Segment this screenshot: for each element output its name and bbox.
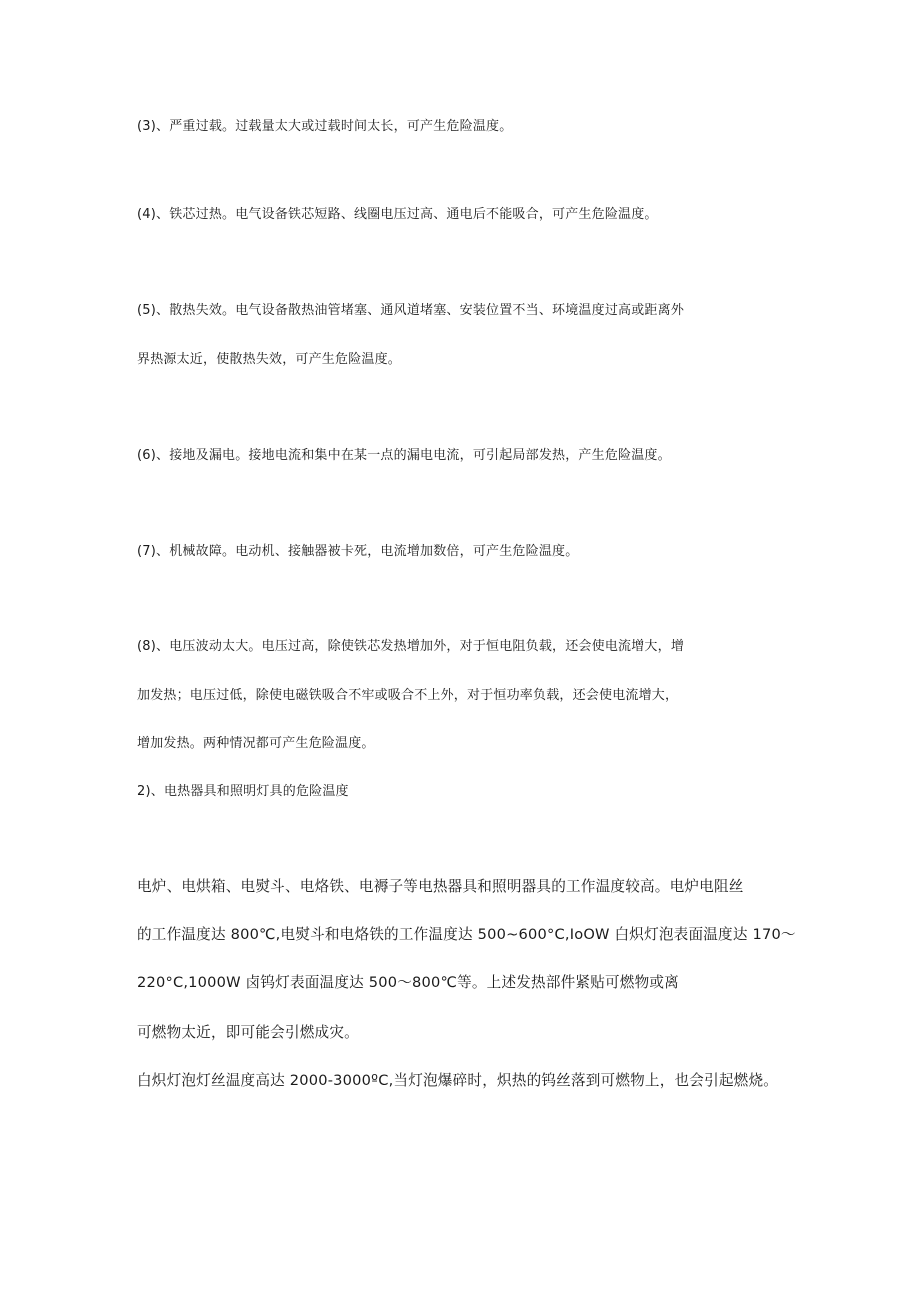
paragraph-heaters-line4: 可燃物太近，即可能会引燃成灾。 xyxy=(137,1024,359,1041)
paragraph-4-core-overheat: (4)、铁芯过热。电气设备铁芯短路、线圈电压过高、通电后不能吸合，可产生危险温度。 xyxy=(137,207,658,222)
paragraph-5-cooling-failure-line1: (5)、散热失效。电气设备散热油管堵塞、通风道堵塞、安装位置不当、环境温度过高或距离外 xyxy=(137,303,685,318)
paragraph-heaters-line2: 的工作温度达 800℃,电熨斗和电烙铁的工作温度达 500~600°C,IoOW 白炽灯泡表面温度达 170～ xyxy=(137,926,796,943)
paragraph-6-grounding-leakage: (6)、接地及漏电。接地电流和集中在某一点的漏电电流，可引起局部发热，产生危险温度。 xyxy=(137,448,671,463)
paragraph-8-voltage-fluctuation-line1: (8)、电压波动太大。电压过高，除使铁芯发热增加外，对于恒电阻负载，还会使电流增大，增 xyxy=(137,639,685,654)
paragraph-7-mechanical-failure: (7)、机械故障。电动机、接触器被卡死，电流增加数倍，可产生危险温度。 xyxy=(137,544,579,559)
paragraph-8-voltage-fluctuation-line3: 增加发热。两种情况都可产生危险温度。 xyxy=(137,736,375,751)
paragraph-8-voltage-fluctuation-line2: 加发热；电压过低，除使电磁铁吸合不牢或吸合不上外，对于恒功率负载，还会使电流增大， xyxy=(137,688,679,703)
paragraph-heaters-line1: 电炉、电烘箱、电熨斗、电烙铁、电褥子等电热器具和照明器具的工作温度较高。电炉电阻丝 xyxy=(137,878,744,895)
section-heading-heaters-lamps: 2)、电热器具和照明灯具的危险温度 xyxy=(137,784,349,799)
paragraph-heaters-line3: 220°C,1000W 卤钨灯表面温度达 500～800℃等。上述发热部件紧贴可燃物或离 xyxy=(137,974,679,991)
paragraph-5-cooling-failure-line2: 界热源太近，使散热失效，可产生危险温度。 xyxy=(137,352,402,367)
paragraph-3-overload: (3)、严重过载。过载量太大或过载时间太长，可产生危险温度。 xyxy=(137,119,513,134)
paragraph-filament-temperature: 白炽灯泡灯丝温度高达 2000-3000ºC,当灯泡爆碎时，炽热的钨丝落到可燃物上，也会引起燃烧。 xyxy=(137,1072,779,1089)
